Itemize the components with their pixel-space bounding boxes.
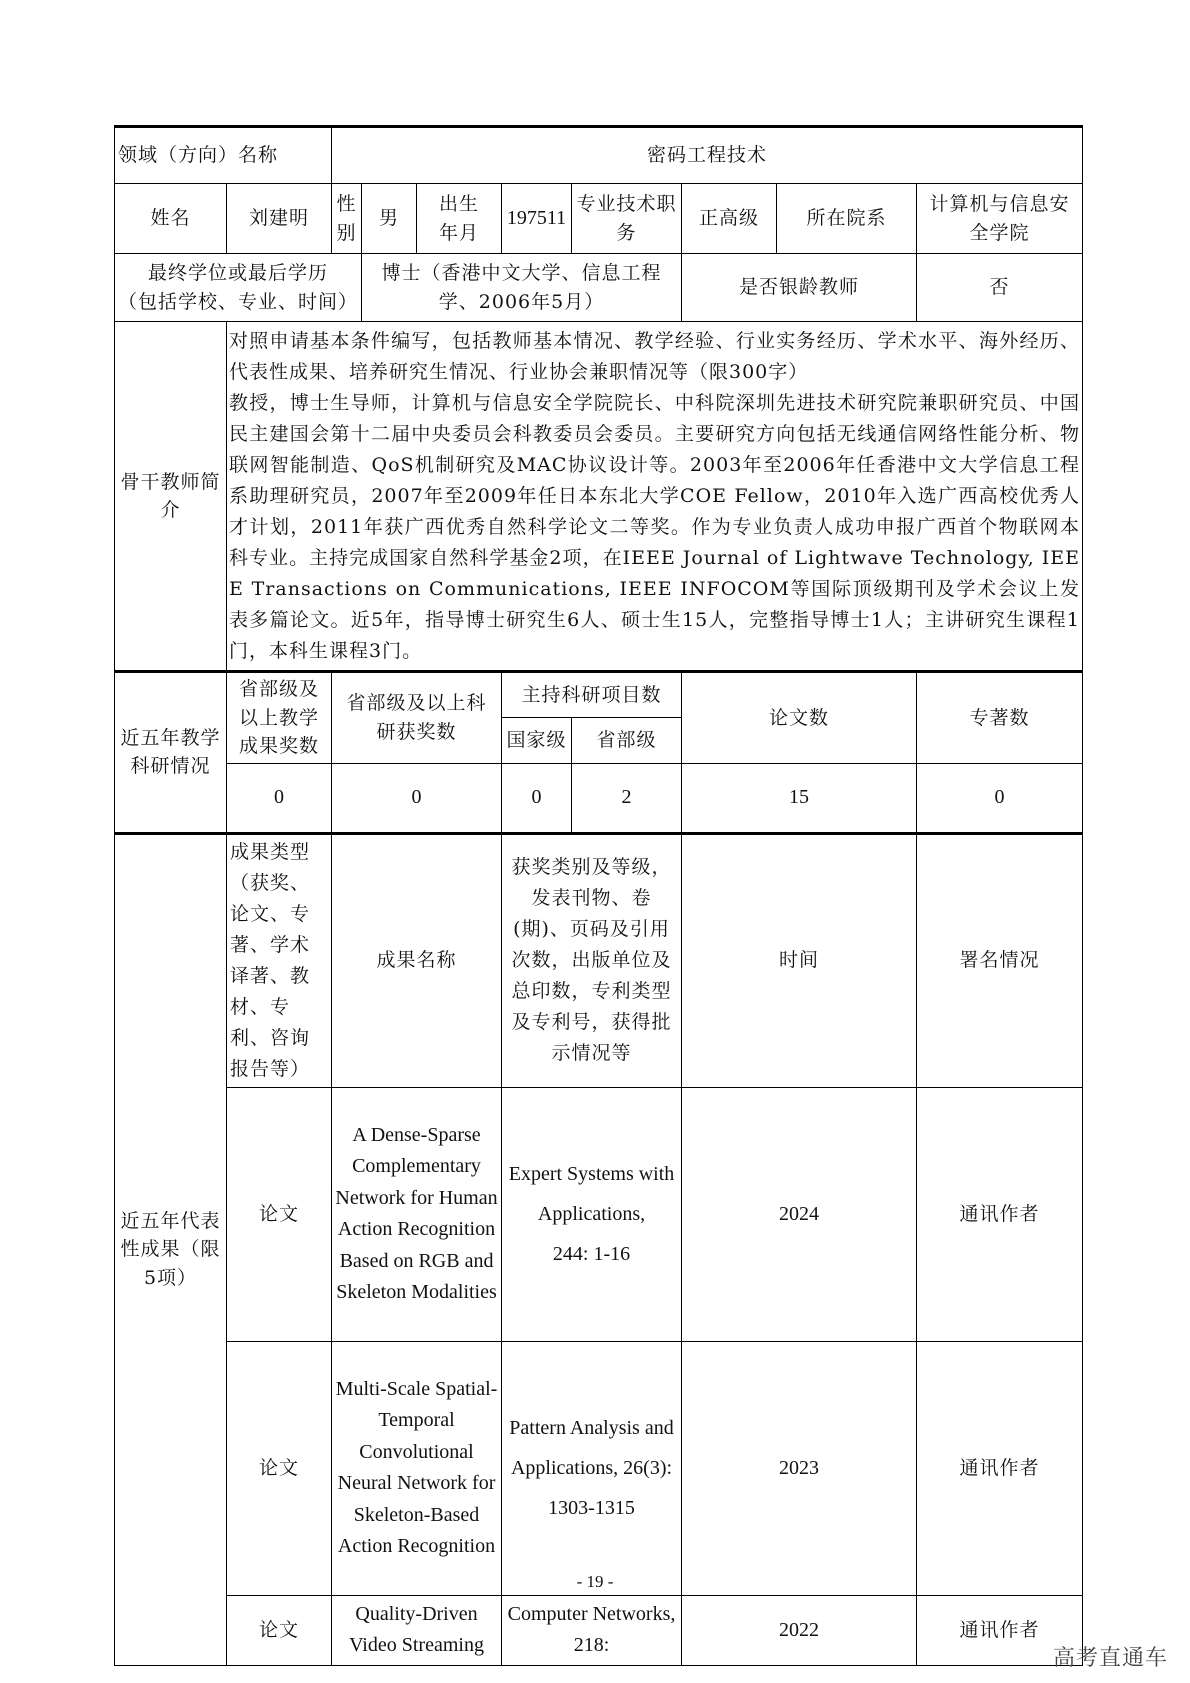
achievement-detail	[502, 1087, 682, 1341]
provincial-header: 省部级	[572, 717, 682, 763]
detail-line: Pattern Analysis and	[509, 1417, 674, 1439]
title-label: 专业技术职 务	[572, 184, 682, 254]
gender-label: 性别	[332, 184, 362, 254]
dept-label: 所在院系	[777, 184, 917, 254]
page-number: - 19 -	[576, 1572, 614, 1591]
profile-instruction: 对照申请基本条件编写，包括教师基本情况、教学经验、行业实务经历、学术水平、海外经历、代表性成果、培养研究生情况、行业协会兼职情况等（限300字）	[229, 329, 1081, 383]
profile-text: 教授，博士生导师，计算机与信息安全学院院长、中科院深圳先进技术研究院兼职研究员、中国民主建国会第十二届中央委员会科教委员会委员。主要研究方向包括无线通信网络性能分析、物联网智能制造、QoS机制研究及MAC协议设计等。2003年至2006年任香港中文大学信息工程系助理研究员，2007年至2009年任日本东北大学COE Fellow，2010年入选广西高校优秀人才计划，2011年获广西优秀自然科学论文二等奖。作为专业负责人成功申报广西首个物联网本科专业。主持完成国家自然科学基金2项，在IEEE Journal of Lightwave Technology, IEEE Transactions on Communications, IEEE INFOCOM等国际顶级期刊及学术会议上发表多篇论文。近5年，指导博士研究生6人、硕士生15人，完整指导博士1人；主讲研究生课程1门，本科生课程3门。	[229, 391, 1081, 662]
national-value: 0	[502, 763, 572, 833]
papers-header: 论文数	[682, 672, 917, 764]
books-header: 专著数	[917, 672, 1083, 764]
achievement-name: A Dense-Sparse Complementary Network for Human Action Recognition Based on RGB and Skeleton Modalities	[332, 1087, 502, 1341]
detail-line: Applications,	[537, 1203, 646, 1225]
achievement-time-header: 时间	[682, 833, 917, 1087]
teacher-info-table	[114, 125, 1083, 1666]
achievement-name: Multi-Scale Spatial-Temporal Convolutional Neural Network for Skeleton-Based Action Recognition	[332, 1341, 502, 1595]
detail-line: Applications, 26(3):	[510, 1457, 673, 1479]
achievement-type-header: 成果类型（获奖、论文、专著、学术译著、教材、专利、咨询报告等）	[227, 833, 332, 1087]
achievements-label: 近五年代表性成果（限5项）	[115, 833, 227, 1665]
provincial-value: 2	[572, 763, 682, 833]
achievement-name: Quality-Driven Video Streaming	[332, 1595, 502, 1665]
teaching-award-header: 省部级及以上教学成果奖数	[227, 672, 332, 764]
degree-label	[115, 254, 362, 322]
papers-value: 15	[682, 763, 917, 833]
table-row	[115, 1087, 1083, 1341]
achievement-author: 通讯作者	[917, 1087, 1083, 1341]
achievement-detail-header: 获奖类别及等级，发表刊物、卷(期)、页码及引用次数，出版单位及总印数，专利类型及专利号，获得批示情况等	[502, 833, 682, 1087]
achievement-author: 通讯作者	[917, 1341, 1083, 1595]
detail-line: 1303-1315	[548, 1497, 635, 1519]
silver-value: 否	[917, 254, 1083, 322]
achievement-time: 2024	[682, 1087, 917, 1341]
achievement-type: 论文	[227, 1595, 332, 1665]
gender-value: 男	[362, 184, 417, 254]
name-value: 刘建明	[227, 184, 332, 254]
achievement-detail	[502, 1595, 682, 1665]
table-row	[115, 1595, 1083, 1665]
achievement-name-header: 成果名称	[332, 833, 502, 1087]
books-value: 0	[917, 763, 1083, 833]
degree-label-line1: 最终学位或最后学历	[148, 262, 329, 284]
field-label: 领域（方向）名称	[115, 127, 332, 184]
stats-label: 近五年教学科研情况	[115, 672, 227, 834]
teaching-award-value: 0	[227, 763, 332, 833]
achievement-time: 2022	[682, 1595, 917, 1665]
dept-value: 计算机与信息安全学院	[917, 184, 1083, 254]
table-row	[115, 1341, 1083, 1595]
birth-label: 出生年月	[417, 184, 502, 254]
detail-line: Computer Networks, 218:	[507, 1603, 676, 1656]
research-award-header: 省部级及以上科研获奖数	[332, 672, 502, 764]
achievement-type: 论文	[227, 1087, 332, 1341]
detail-line: Expert Systems with	[508, 1163, 675, 1185]
projects-header: 主持科研项目数	[502, 672, 682, 718]
watermark-text: 高考直通车	[1052, 1646, 1168, 1671]
achievement-author-header: 署名情况	[917, 833, 1083, 1087]
national-header: 国家级	[502, 717, 572, 763]
achievement-type: 论文	[227, 1341, 332, 1595]
birth-value: 197511	[502, 184, 572, 254]
achievement-time: 2023	[682, 1341, 917, 1595]
application-form	[114, 125, 1084, 1656]
achievement-detail	[502, 1341, 682, 1595]
name-label: 姓名	[115, 184, 227, 254]
silver-label: 是否银龄教师	[682, 254, 917, 322]
research-award-value: 0	[332, 763, 502, 833]
title-value: 正高级	[682, 184, 777, 254]
degree-label-line2: （包括学校、专业、时间）	[118, 290, 359, 313]
profile-body	[227, 322, 1083, 672]
detail-line: 244: 1-16	[552, 1243, 631, 1265]
degree-value: 博士（香港中文大学、信息工程学、2006年5月）	[362, 254, 682, 322]
field-value: 密码工程技术	[332, 127, 1083, 184]
profile-label: 骨干教师简介	[115, 322, 227, 672]
achievement-author: 通讯作者	[917, 1595, 1083, 1665]
